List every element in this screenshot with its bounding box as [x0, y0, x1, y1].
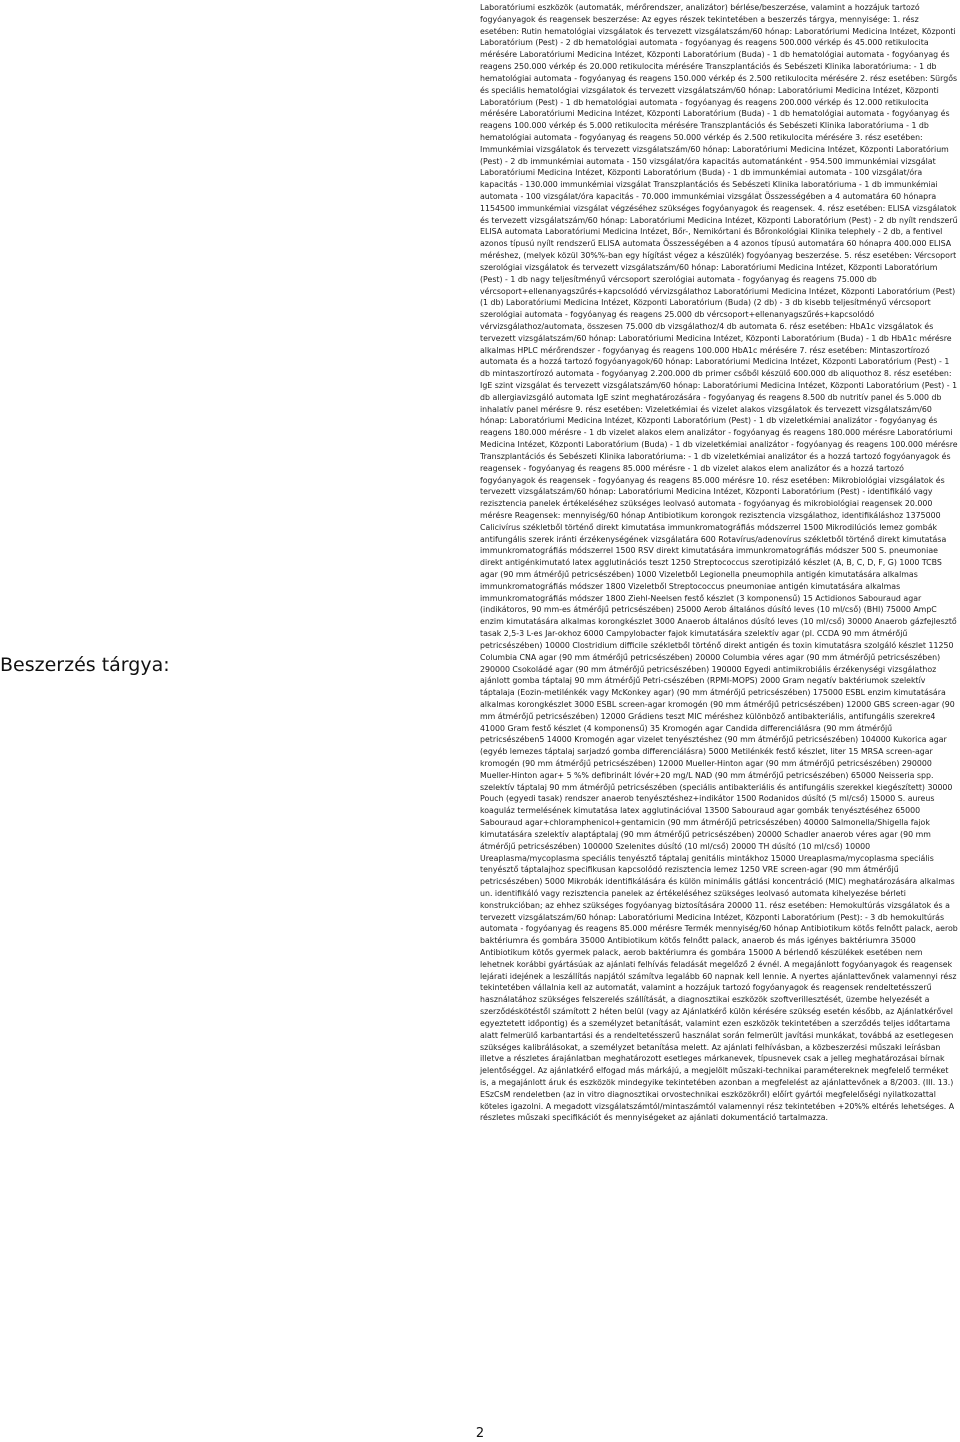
page-number: 2 [475, 1426, 485, 1441]
field-label: Beszerzés tárgya: [0, 654, 170, 676]
procurement-description: Laboratóriumi eszközök (automaták, mérőrendszer, analizátor) bérlése/beszerzése, valamint a hozzájuk tartozó fogyóanyagok és reagensek beszerzése: Az egyes részek tekintetében a beszerzés tárgya, mennyisége: 1. rész esetében: Rutin hematológiai vizsgálatok és tervezett vizsgálatszám/60 hónap: Laboratóriumi Medicina Intézet, Központi Laboratórium (Pest) - 2 db hematológiai automata - fogyóanyag és reagens 500.000 vérkép és 45.000 retikulocita mérésére Laboratóriumi Medicina Intézet, Központi Laboratórium (Buda) - 1 db hematológiai automata - fogyóanyag és reagens 250.000 vérkép és 20.000 retikulocita mérésére Transzplantációs és Sebészeti Klinika laboratóriuma: - 1 db hematológiai automata - fogyóanyag és reagens 150.000 vérkép és 2.500 retikulocita mérésére 2. rész esetében: Sürgős és speciális hematológiai vizsgálatok és tervezett vizsgálatszám/60 hónap: Laboratóriumi Medicina Intézet, Központi Laboratórium (Pest) - 1 db hematológiai automata - fogyóanyag és reagens 200.000 vérkép és 12.000 retikulocita mérésére Laboratóriumi Medicina Intézet, Központi Laboratórium (Buda) - 1 db hematológiai automata - fogyóanyag és reagens 100.000 vérkép és 5.000 retikulocita mérésére Transzplantációs és Sebészeti Klinika laboratóriuma - 1 db hematológiai automata - fogyóanyag és reagens 50.000 vérkép és 2.500 retikulocita mérésére 3. rész esetében: Immunkémiai vizsgálatok és tervezett vizsgálatszám/60 hónap: Laboratóriumi Medicina Intézet, Központi Laboratórium (Pest) - 2 db immunkémiai automata - 150 vizsgálat/óra kapacitás automatánként - 954.500 immunkémiai vizsgálat Laboratóriumi Medicina Intézet, Központi Laboratórium (Buda) - 1 db immunkémiai automata - 100 vizsgálat/óra kapacitás - 130.000 immunkémiai vizsgálat Transzplantációs és Sebészeti Klinika laboratóriuma - 1 db immunkémiai automata - 100 vizsgálat/óra kapacitás - 70.000 immunkémiai vizsgálat Összességében a 4 automatára 60 hónapra 1154500 immunkémiai vizsgálat végzéséhez szükséges fogyóanyagok és reagensek. 4. rész esetében: ELISA vizsgálatok és tervezett vizsgálatszám/60 hónap: Laboratóriumi Medicina Intézet, Központi Laboratórium (Pest) - 2 db nyílt rendszerű ELISA automata Laboratóriumi Medicina Intézet, Bőr-, Nemikórtani és Bőronkológiai Klinika telephely - 2 db, a fentivel azonos típusú nyílt rendszerű ELISA automata Összességében a 4 azonos típusú automatára 60 hónapra 400.000 ELISA méréshez, (melyek közül 30%%-ban egy hígítást végez a készülék) fogyóanyag beszerzése. 5. rész esetében: Vércsoport szerológiai vizsgálatok és tervezett vizsgálatszám/60 hónap: Laboratóriumi Medicina Intézet, Központi Laboratórium (Pest) - 1 db nagy teljesítményű vércsoport szerológiai automata - fogyóanyag és reagens 75.000 db vércsoport+ellenanyagszűrés+kapcsolódó vérvizsgálathoz Laboratóriumi Medicina Intézet, Központi Laboratórium (Pest) (1 db) Laboratóriumi Medicina Intézet, Központi Laboratórium (Buda) (2 db) - 3 db kisebb teljesítményű vércsoport szerológiai automata - fogyóanyag és reagens 25.000 db vércsoport+ellenanyagszűrés+kapcsolódó vérvizsgálathoz/automata, összesen 75.000 db vizsgálathoz/4 db automata 6. rész esetében: HbA1c vizsgálatok és tervezett vizsgálatszám/60 hónap: Laboratóriumi Medicina Intézet, Központi Laboratórium (Buda) - 1 db HbA1c mérésre alkalmas HPLC mérőrendszer - fogyóanyag és reagens 100.000 HbA1c mérésére 7. rész esetében: Mintaszortírozó automata és a hozzá tartozó fogyóanyagok/60 hónap: Laboratóriumi Medicina Intézet, Központi Laboratórium (Pest) - 1 db mintaszortírozó automata - fogyóanyag 2.200.000 db primer csőből készülő 600.000 db aliquothoz 8. rész esetében: IgE szint vizsgálat és tervezett vizsgálatszám/60 hónap: Laboratóriumi Medicina Intézet, Központi Laboratórium (Pest) - 1 db allergiavizsgáló automata IgE szint meghatározására - fogyóanyag és reagens 8.500 db nutritív panel és 5.000 db inhalatív panel mérésre 9. rész esetében: Vizeletkémiai és vizelet alakos vizsgálatok és tervezett vizsgálatszám/60 hónap: Laboratóriumi Medicina Intézet, Központi Laboratórium (Pest) - 1 db vizeletkémiai analizátor - fogyóanyag és reagens 180.000 mérésre - 1 db vizelet alakos elem analizátor - fogyóanyag és reagens 180.000 mérésre Laboratóriumi Medicina Intézet, Központi Laboratórium (Buda) - 1 db vizeletkémiai analizátor - fogyóanyag és reagens 100.000 mérésre Transzplantációs és Sebészeti Klinika laboratóriuma: - 1 db vizeletkémiai analizátor és a hozzá tartozó fogyóanyagok és reagensek - fogyóanyag és reagens 85.000 mérésre - 1 db vizelet alakos elem analizátor és a hozzá tartozó fogyóanyagok és reagensek - fogyóanyag és reagens 85.000 mérésre 10. rész esetében: Mikrobiológiai vizsgálatok és tervezett vizsgálatszám/60 hónap: Laboratóriumi Medicina Intézet, Központi Laboratórium (Pest) - identifikáló vagy rezisztencia panelek értékeléséhez szükséges leolvasó automata - fogyóanyag és mikrobiológiai reagensek 20.000 mérésre Reagensek: mennyiség/60 hónap Antibiotikum korongok rezisztencia vizsgálathoz, identifikáláshoz 1375000 Calicivírus székletből történő direkt kimutatása immunkromatográfiás módszerrel 1500 Mikrodilúciós lemez gombák antifungális szerek iránti érzékenységének vizsgálatára 600 Rotavírus/adenovírus székletből történő direkt kimutatása immunkromatográfiás módszerrel 1500 RSV direkt kimutatására immunkromatográfiás módszer 500 S. pneumoniae direkt antigénkimutató latex agglutinációs teszt 1250 Streptococcus szerotipizáló készlet (A, B, C, D, F, G) 1000 TCBS agar (90 mm átmérőjű petricsészében) 1000 Vizeletből Legionella pneumophila antigén kimutatására alkalmas immunkromatográfiás módszer 1800 Vizeletből Streptococcus pneumoniae antigén kimutatására alkalmas immunkromatográfiás módszer 1800 Ziehl-Neelsen festő készlet (3 komponensű) 15 Actidionos Sabouraud agar (indikátoros, 90 mm-es átmérőjű petricsészében) 25000 Aerob általános dúsító leves (10 ml/cső) (BHI) 75000 AmpC enzim kimutatására alkalmas korongkészlet 3000 Anaerob általános dúsító leves (10 ml/cső) 30000 Anaerob gázfejlesztő tasak 2,5-3 L-es Jar-okhoz 6000 Campylobacter fajok kimutatására szelektív agar (pl. CCDA 90 mm átmérőjű petricsészében) 10000 Clostridium difficile székletből történő direkt antigén és toxin kimutatásra szolgáló készlet 11250 Columbia CNA agar (90 mm átmérőjű petricsészében) 20000 Columbia véres agar (90 mm átmérőjű petricsészében) 290000 Csokoládé agar (90 mm átmérőjű petricsészében) 190000 Egyedi antimikrobiális érzékenységi vizsgálathoz ajánlott gomba táptalaj 90 mm átmérőjű Petri-csészében (RPMI-MOPS) 2000 Gram negatív baktériumok szelektív táptalaja (Eozin-metilénkék vagy McKonkey agar) (90 mm átmérőjű petricsészében) 175000 ESBL enzim kimutatására alkalmas korongkészlet 3000 ESBL screen-agar kromogén (90 mm átmérőjű petricsészében) 12000 GBS screen-agar (90 mm átmérőjű petricsészében) 12000 Grádiens teszt MIC méréshez különböző antibakteriális, antifungális szerekre4 41000 Gram festő készlet (4 komponensű) 35 Kromogén agar Candida differenciálásra (90 mm átmérőjű petricsészében5 14000 Kromogén agar vizelet tenyésztéshez (90 mm átmérőjű petricsészében) 104000 Kukorica agar (egyéb lemezes táptalaj sarjadzó gomba differenciálásra) 5000 Metilénkék festő készlet, liter 15 MRSA screen-agar kromogén (90 mm átmérőjű petricsészében) 12000 Mueller-Hinton agar (90 mm átmérőjű petricsészében) 290000 Mueller-Hinton agar+ 5 %% defibrinált lóvér+20 mg/L NAD (90 mm átmérőjű petricsészében) 65000 Neisseria spp. szelektív táptalaj 90 mm átmérőjű petricsészében (speciális antibakteriális és antifungális szerekkel kiegészített) 30000 Pouch (egyedi tasak) rendszer anaerob tenyésztéshez+indikátor 1500 Rodanidos dúsító (5 ml/cső) 15000 S. aureus koaguláz termelésének kimutatása latex agglutinációval 13500 Sabouraud agar gombák tenyésztéséhez 65000 Sabouraud agar+chloramphenicol+gentamicin (90 mm átmérőjű petricsészében) 40000 Salmonella/Shigella fajok kimutatására szelektív alaptáptalaj (90 mm átmérőjű petricsészében) 20000 Schadler anaerob véres agar (90 mm átmérőjű petricsészében) 100000 Szelenites dúsító (10 ml/cső) 20000 TH dúsító (10 ml/cső) 10000 Ureaplasma/mycoplasma speciális tenyésztő táptalaj genitális mintákhoz 15000 Ureaplasma/mycoplasma speciális tenyésztő táptalajhoz specifikusan kapcsolódó rezisztencia lemez 1250 VRE screen-agar (90 mm átmérőjű petricsészében) 5000 Mikrobák identifikálására és külön minimális gátlási koncentráció (MIC) meghatározására alkalmas un. identifikáló vagy rezisztencia panelek az értékeléséhez szükséges leolvasó automata kihelyezése bérleti konstrukcióban; az ehhez szükséges fogyóanyag biztosítására 20000 11. rész esetében: Hemokultúrás vizsgálatok és a tervezett vizsgálatszám/60 hónap: Laboratóriumi Medicina Intézet, Központi Laboratórium (Pest): - 3 db hemokultúrás automata - fogyóanyag és reagens 85.000 mérésre Termék mennyiség/60 hónap Antibiotikum kötős felnőtt palack, aerob baktériumra és gombára 35000 Antibiotikum kötős felnőtt palack, anaerob és más igényes baktériumra 35000 Antibiotikum kötős gyermek palack, aerob baktériumra és gombára 15000 A bérlendő készülékek esetében nem lehetnek korábbi gyártásúak az ajánlati felhívás feladását megelőző 2 évnél. A megajánlott fogyóanyagok és reagensek lejárati idejének a leszállítás napjától számítva legalább 60 napnak kell lennie. A nyertes ajánlattevőnek valamennyi rész tekintetében vállalnia kell az automatát, valamint a hozzájuk tartozó fogyóanyagok és reagensek rendeltetésszerű használatához szükséges felszerelés szállítását, a diagnosztikai eszközök szoftverillesztését, üzembe helyezését a szerződéskötéstől számított 2 héten belül (vagy az Ajánlatkérő külön kérésére szükség esetén később, az Ajánlatkérővel egyeztetett időpontig) és a személyzet betanítását, valamint ezen eszközök tekintetében a szerződés teljes időtartama alatt felmerülő karbantartási és a rendeltetésszerű használat során felmerült javítási munkákat, továbbá az esetlegesen szükséges kalibrálásokat, a személyzet betanítása melett. Az ajánlati felhívásban, a közbeszerzési műszaki leírásban illetve a részletes árajánlatban meghatározott esetleges márkanevek, típusnevek csak a jelleg meghatározásai bírnak jelentőséggel. Az ajánlatkérő elfogad más márkájú, a megjelölt műszaki-technikai paramétereknek megfelelő terméket is, a megajánlott áruk és eszközök mindegyike tekintetében azonban a megfelelést az ajánlattevőnek a 8/2003. (III. 13.) ESzCsM rendeletben (az in vitro diagnosztikai orvostechnikai eszközökről) előírt gyártói megfelelőségi nyilatkozattal köteles igazolni. A megadott vizsgálatszámtól/mintaszámtól valamennyi rész tekintetében +20%% eltérés lehetséges. A részletes műszaki specifikációt és mennyiségeket az ajánlati dokumentáció tartalmazza. [480, 3, 958, 1123]
